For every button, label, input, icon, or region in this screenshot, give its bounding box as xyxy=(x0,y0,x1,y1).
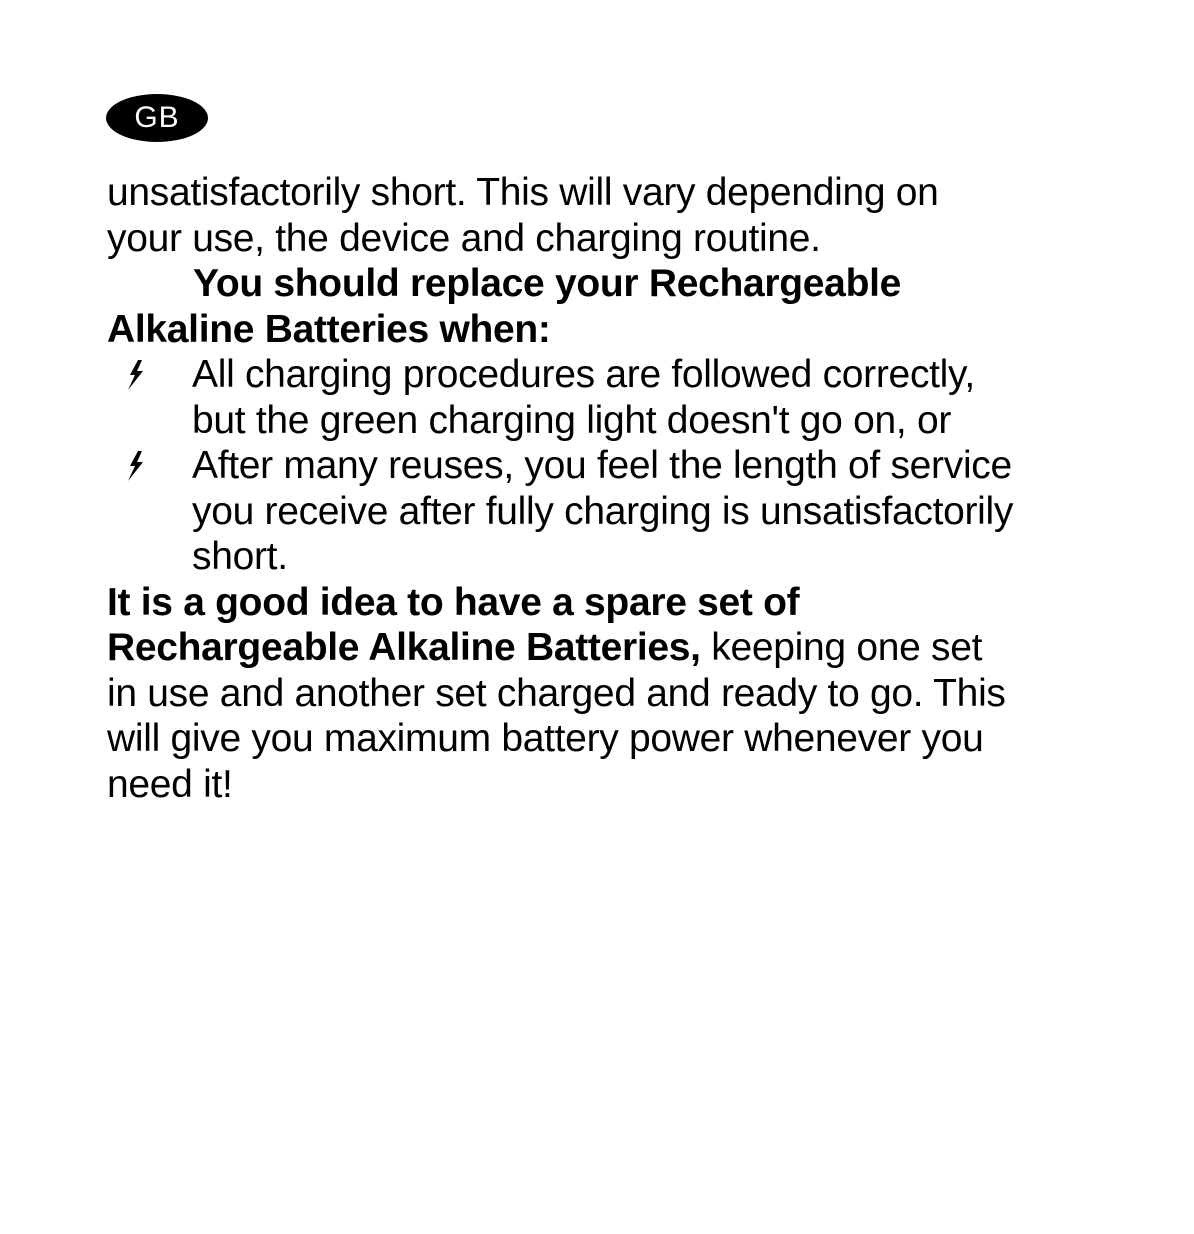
tip-line-2 xyxy=(107,625,1107,671)
tip-bold-phrase: Rechargeable Alkaline Batteries, xyxy=(107,626,701,669)
bullet-1-line-1: All charging procedures are followed correctly, xyxy=(192,353,975,396)
intro-line-2: your use, the device and charging routine. xyxy=(107,216,821,260)
lightning-bolt-icon xyxy=(123,451,147,481)
replace-heading-line-2: Alkaline Batteries when: xyxy=(107,307,551,351)
bullet-2-line-3: short. xyxy=(192,535,288,578)
language-badge-label: GB xyxy=(134,101,180,134)
tip-rest-1: keeping one set xyxy=(700,626,983,669)
bullet-2-line-1: After many reuses, you feel the length of service xyxy=(192,444,1012,487)
tip-line-5: need it! xyxy=(107,762,233,806)
tip-line-3: in use and another set charged and ready to go. This xyxy=(107,671,1006,715)
tip-line-1: It is a good idea to have a spare set of xyxy=(107,580,800,624)
manual-text xyxy=(107,170,1107,807)
bullet-item-2 xyxy=(107,443,1107,580)
replace-heading-line-1: You should replace your Rechargeable xyxy=(193,262,902,305)
tip-line-4: will give you maximum battery power whenever you xyxy=(107,717,984,760)
language-badge xyxy=(106,94,208,142)
bullet-2-line-2: you receive after fully charging is unsatisfactorily xyxy=(192,489,1014,533)
bullet-1-line-2: but the green charging light doesn't go on, or xyxy=(192,398,952,442)
intro-line-1: unsatisfactorily short. This will vary depending on xyxy=(107,171,939,214)
bullet-item-1 xyxy=(107,352,1107,443)
lightning-bolt-icon xyxy=(123,360,147,390)
